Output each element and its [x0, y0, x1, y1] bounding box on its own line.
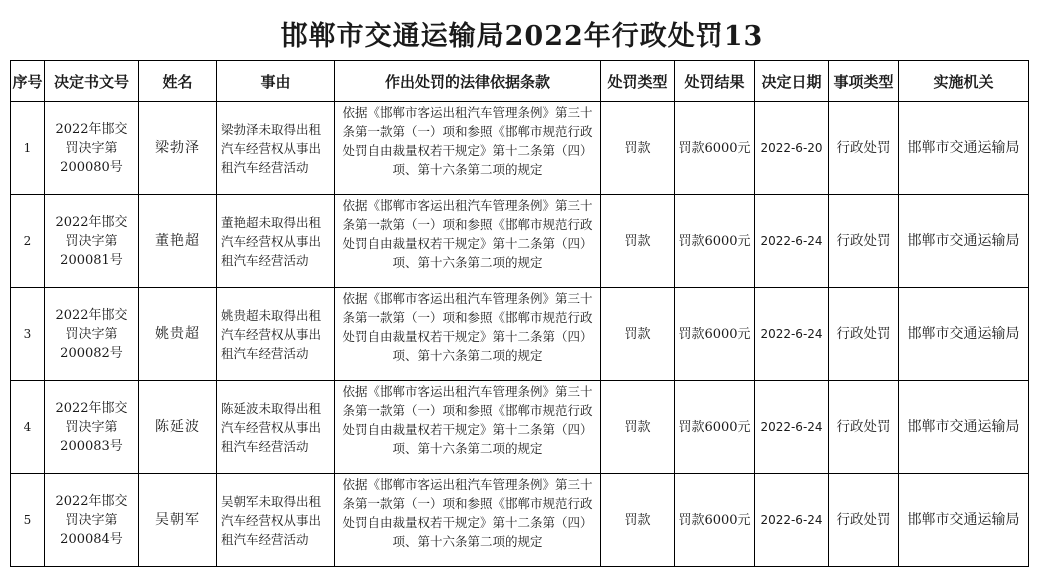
cell-penalty-type: 罚款	[601, 474, 675, 567]
legal-basis-text: 依据《邯郸市客运出租汽车管理条例》第三十条第一款第（一）项和参照《邯郸市规范行政处罚自由裁量权若干规定》第十二条第（四）项、第十六条第二项的规定	[342, 477, 593, 549]
cell-decision-date: 2022-6-24	[755, 474, 829, 567]
table-header-row	[11, 61, 1029, 102]
cell-name: 陈延波	[139, 381, 217, 474]
cell-index: 2	[11, 195, 45, 288]
table-row	[11, 381, 1029, 474]
legal-basis-text: 依据《邯郸市客运出租汽车管理条例》第三十条第一款第（一）项和参照《邯郸市规范行政处罚自由裁量权若干规定》第十二条第（四）项、第十六条第二项的规定	[342, 384, 593, 456]
cell-decision-date: 2022-6-24	[755, 288, 829, 381]
penalty-table	[10, 60, 1029, 567]
page-title: 邯郸市交通运输局2022年行政处罚13	[280, 21, 764, 52]
cell-legal-basis	[335, 195, 601, 288]
header-item-type: 事项类型	[829, 61, 899, 102]
cell-decision-number: 2022年邯交罚决字第200084号	[45, 474, 139, 567]
cell-index: 4	[11, 381, 45, 474]
cell-penalty-result: 罚款6000元	[675, 474, 755, 567]
cell-penalty-type: 罚款	[601, 381, 675, 474]
cell-item-type: 行政处罚	[829, 102, 899, 195]
cell-index: 1	[11, 102, 45, 195]
header-reason: 事由	[217, 61, 335, 102]
cell-penalty-result: 罚款6000元	[675, 102, 755, 195]
table-row	[11, 474, 1029, 567]
cell-reason: 吴朝军未取得出租汽车经营权从事出租汽车经营活动	[217, 474, 335, 567]
header-index: 序号	[11, 61, 45, 102]
cell-reason: 董艳超未取得出租汽车经营权从事出租汽车经营活动	[217, 195, 335, 288]
cell-index: 3	[11, 288, 45, 381]
cell-penalty-type: 罚款	[601, 288, 675, 381]
cell-item-type: 行政处罚	[829, 381, 899, 474]
header-penalty-result: 处罚结果	[675, 61, 755, 102]
cell-legal-basis	[335, 102, 601, 195]
cell-agency: 邯郸市交通运输局	[899, 102, 1029, 195]
cell-decision-number: 2022年邯交罚决字第200082号	[45, 288, 139, 381]
legal-basis-text: 依据《邯郸市客运出租汽车管理条例》第三十条第一款第（一）项和参照《邯郸市规范行政处罚自由裁量权若干规定》第十二条第（四）项、第十六条第二项的规定	[342, 198, 593, 270]
cell-penalty-result: 罚款6000元	[675, 288, 755, 381]
cell-agency: 邯郸市交通运输局	[899, 195, 1029, 288]
cell-penalty-result: 罚款6000元	[675, 381, 755, 474]
header-penalty-type: 处罚类型	[601, 61, 675, 102]
cell-decision-date: 2022-6-20	[755, 102, 829, 195]
cell-legal-basis	[335, 381, 601, 474]
header-agency: 实施机关	[899, 61, 1029, 102]
header-legal-basis: 作出处罚的法律依据条款	[335, 61, 601, 102]
table-row	[11, 102, 1029, 195]
cell-item-type: 行政处罚	[829, 288, 899, 381]
cell-agency: 邯郸市交通运输局	[899, 288, 1029, 381]
table-row	[11, 195, 1029, 288]
table-row	[11, 288, 1029, 381]
header-decision-date: 决定日期	[755, 61, 829, 102]
cell-legal-basis	[335, 474, 601, 567]
cell-decision-date: 2022-6-24	[755, 195, 829, 288]
cell-decision-date: 2022-6-24	[755, 381, 829, 474]
cell-decision-number: 2022年邯交罚决字第200083号	[45, 381, 139, 474]
cell-agency: 邯郸市交通运输局	[899, 474, 1029, 567]
cell-item-type: 行政处罚	[829, 195, 899, 288]
cell-name: 姚贵超	[139, 288, 217, 381]
cell-decision-number: 2022年邯交罚决字第200081号	[45, 195, 139, 288]
cell-reason: 姚贵超未取得出租汽车经营权从事出租汽车经营活动	[217, 288, 335, 381]
cell-penalty-result: 罚款6000元	[675, 195, 755, 288]
cell-decision-number: 2022年邯交罚决字第200080号	[45, 102, 139, 195]
cell-penalty-type: 罚款	[601, 195, 675, 288]
cell-penalty-type: 罚款	[601, 102, 675, 195]
cell-reason: 陈延波未取得出租汽车经营权从事出租汽车经营活动	[217, 381, 335, 474]
cell-agency: 邯郸市交通运输局	[899, 381, 1029, 474]
header-name: 姓名	[139, 61, 217, 102]
cell-name: 梁勃泽	[139, 102, 217, 195]
cell-name: 董艳超	[139, 195, 217, 288]
header-decision-number: 决定书文号	[45, 61, 139, 102]
cell-index: 5	[11, 474, 45, 567]
cell-name: 吴朝军	[139, 474, 217, 567]
legal-basis-text: 依据《邯郸市客运出租汽车管理条例》第三十条第一款第（一）项和参照《邯郸市规范行政处罚自由裁量权若干规定》第十二条第（四）项、第十六条第二项的规定	[342, 291, 593, 363]
cell-item-type: 行政处罚	[829, 474, 899, 567]
legal-basis-text: 依据《邯郸市客运出租汽车管理条例》第三十条第一款第（一）项和参照《邯郸市规范行政处罚自由裁量权若干规定》第十二条第（四）项、第十六条第二项的规定	[342, 105, 593, 177]
cell-legal-basis	[335, 288, 601, 381]
cell-reason: 梁勃泽未取得出租汽车经营权从事出租汽车经营活动	[217, 102, 335, 195]
